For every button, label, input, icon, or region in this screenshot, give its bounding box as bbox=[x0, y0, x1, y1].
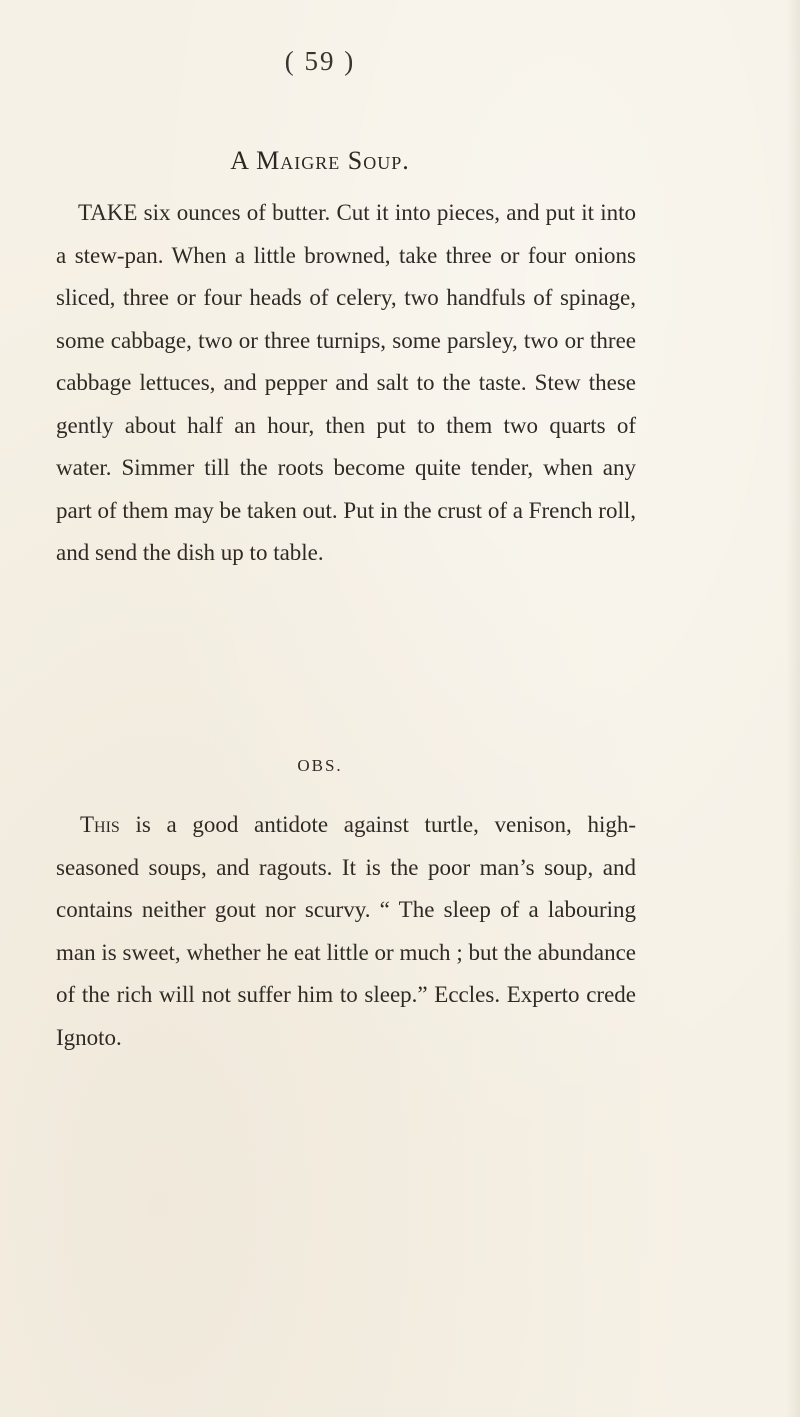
observations-heading: OBS. bbox=[297, 756, 343, 775]
page-number: ( 59 ) bbox=[284, 46, 356, 76]
page-edge-shadow bbox=[786, 0, 800, 1417]
recipe-paragraph: TAKE six ounces of butter. Cut it into pieces, and put it into a stew-pan. When a little browned, take three or four onions sliced, three or four heads of celery, two handfuls of spinage, some cabbage, two or three turnips, some parsley, two or three cabbage lettuces, and pepper and salt to the taste. Stew these gently about half an hour, then put to them two quarts of water. Simmer till the roots become quite tender, when any part of them may be taken out. Put in the crust of a French roll, and send the dish up to table. bbox=[56, 200, 636, 565]
recipe-title: A Maigre Soup. bbox=[230, 146, 410, 175]
observations-paragraph bbox=[56, 804, 636, 1059]
observations-text: is a good antidote against turtle, venison, high-seasoned soups, and ragouts. It is the poor man’s soup, and contains neither gout nor scurvy. “ The sleep of a labouring man is sweet, whether he eat little or much ; but the abundance of the rich will not suffer him to sleep.” Eccles. Experto crede Ignoto. bbox=[56, 812, 636, 1050]
observations-first-word: This bbox=[80, 812, 120, 837]
